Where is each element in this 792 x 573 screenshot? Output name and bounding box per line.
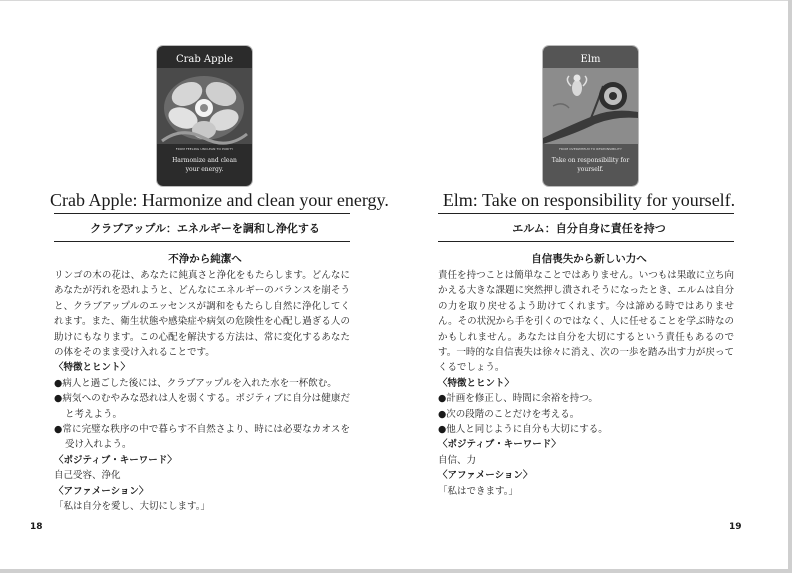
crab-apple-card [157,46,252,186]
page-title: Crab Apple: Harmonize and clean your energy. [50,190,389,210]
keywords-text: 自己受容、浄化 [54,470,121,482]
left-page [30,0,389,573]
hints-label: 〈特徴とヒント〉 [438,377,515,389]
affirmation-label: 〈アファメーション〉 [438,470,533,482]
affirmation-text: 「私は自分を愛し、大切にします。」 [54,501,210,513]
hint-item: ●他人と同じように自分も大切にする。 [438,424,608,436]
card-name: Elm [580,54,601,65]
hint-item: ●常に完璧な秩序の中で暮らす不自然さより、時には必要なカオスを受け入れよう。 [54,424,350,451]
subtitle-rule [54,241,350,242]
page-subtitle: エルム：自分自身に責任を持つ [512,222,666,235]
affirmation-text: 「私はできます。」 [438,485,518,497]
hints-label: 〈特徴とヒント〉 [54,362,131,374]
card-name: Crab Apple [175,54,234,65]
page-subtitle: クラブアップル：エネルギーを調和し浄化する [90,222,320,235]
hint-item: ●病人と過ごした後には、クラブアップルを入れた水を一杯飲む。 [54,377,337,389]
intro-paragraph: 責任を持つことは簡単なことではありません。いつもは果敢に立ち向かえる大きな課題に突然押し潰されそうになったとき、エルムは自分の力を取り戻せるよう助けてくれます。今は諦める時ではありません。その状況から手を引くのではなく、人に任せることを学ぶ時なのかもしれません。あなたは自分を大切にするという責任もあるのです。一時的な自信喪失は徐々に消え、次の一歩を踏み出す力が戻ってくるでしょう。 [438,270,734,374]
hint-item: ●病気へのむやみな恐れは人を弱くする。ポジティブに自分は健康だと考えよう。 [54,393,350,420]
page-number: 18 [30,522,43,532]
title-rule [438,213,734,214]
keywords-text: 自信、力 [438,454,477,466]
card-small-caption: FROM OVERWHELM TO RESPONSIBILITY [559,147,622,151]
keywords-label: 〈ポジティブ・キーワード〉 [438,439,561,451]
section-heading: 自信喪失から新しい力へ [531,253,647,265]
body-text [438,268,734,499]
card-phrase: Harmonize and clean your energy. [172,157,237,173]
subtitle-rule [438,241,734,242]
affirmation-label: 〈アファメーション〉 [54,485,149,497]
hint-item: ●計画を修正し、時間に余裕を持つ。 [438,393,598,405]
intro-paragraph: リンゴの木の花は、あなたに純真さと浄化をもたらします。どんなにあなたが汚れを恐れようと、どんなにエネルギーのバランスを崩そうと、クラブアップルのエッセンスが調和をもたらし自然に浄化してくれます。また、衛生状態や感染症や病気の危険性を心配し過ぎる人の助けにもなります。この心配を解決する方法は、常に変化するあなたの体をそのまま受け入れることです。 [54,270,350,359]
section-heading: 不浄から純潔へ [168,253,242,265]
card-phrase: Take on responsibility for yourself. [551,157,630,173]
right-page [434,0,744,573]
hint-item: ●次の段階のことだけを考える。 [438,408,580,420]
card-small-caption: FROM FEELING UNCLEAN TO PURITY [175,147,234,151]
elm-card [543,46,638,186]
page-number: 19 [729,522,742,532]
keywords-label: 〈ポジティブ・キーワード〉 [54,454,177,466]
title-rule [54,213,350,214]
page-edge-right [788,0,792,573]
body-text [54,268,350,515]
page-title: Elm: Take on responsibility for yourself. [442,190,736,210]
